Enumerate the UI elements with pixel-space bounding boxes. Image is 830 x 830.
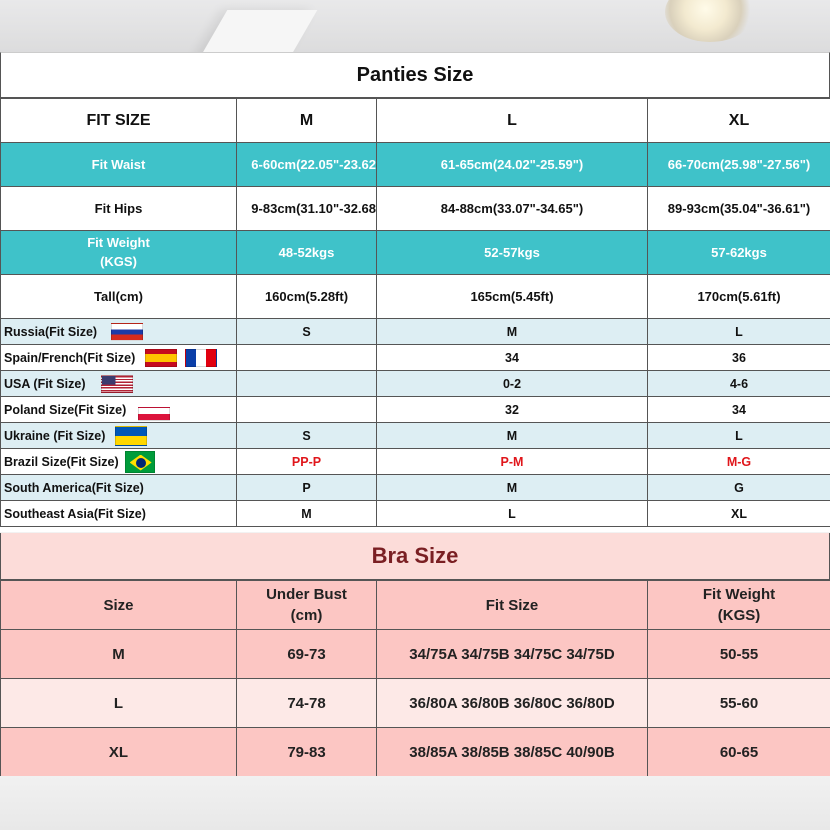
cell-xl: G xyxy=(648,475,830,501)
country-row-ukraine xyxy=(1,423,830,449)
cell-xl: L xyxy=(648,319,830,345)
header-size: Size xyxy=(1,581,237,630)
cell-l: M xyxy=(377,319,648,345)
cell-m xyxy=(237,397,377,423)
row-label: Fit Weight (KGS) xyxy=(1,231,237,275)
cell-m: 9-83cm(31.10"-32.68 xyxy=(237,187,377,231)
spain-flag-icon xyxy=(145,349,177,367)
under-bust-cell: 74-78 xyxy=(237,679,377,728)
fit-size-cell: 36/80A 36/80B 36/80C 36/80D xyxy=(377,679,648,728)
cell-l: 34 xyxy=(377,345,648,371)
country-label: Spain/French(Fit Size) xyxy=(4,350,136,365)
panties-table xyxy=(0,98,830,527)
cell-m: S xyxy=(237,319,377,345)
usa-flag-icon xyxy=(101,375,133,393)
cell-l: M xyxy=(377,423,648,449)
country-row-south-america xyxy=(1,475,830,501)
country-row-spain-france xyxy=(1,345,830,371)
header-xl: XL xyxy=(648,99,830,143)
country-row-southeast-asia xyxy=(1,501,830,527)
cell-xl: 36 xyxy=(648,345,830,371)
cell-l: M xyxy=(377,475,648,501)
cell-m xyxy=(237,371,377,397)
fit-hips-row xyxy=(1,187,830,231)
cell-m: P xyxy=(237,475,377,501)
cell-m xyxy=(237,345,377,371)
background-photo xyxy=(0,0,830,52)
cell-l: L xyxy=(377,501,648,527)
cell-l: 61-65cm(24.02"-25.59") xyxy=(377,143,648,187)
header-under-bust: Under Bust (cm) xyxy=(237,581,377,630)
country-label: Poland Size(Fit Size) xyxy=(4,402,127,417)
bra-row-l xyxy=(1,679,830,728)
under-bust-cell: 79-83 xyxy=(237,728,377,777)
cell-m: 48-52kgs xyxy=(237,231,377,275)
background-bottom xyxy=(0,776,830,830)
fit-weight-cell: 55-60 xyxy=(648,679,830,728)
background-box xyxy=(193,10,318,52)
cell-xl: 34 xyxy=(648,397,830,423)
country-row-russia xyxy=(1,319,830,345)
fit-weight-cell: 50-55 xyxy=(648,630,830,679)
country-label: Russia(Fit Size) xyxy=(4,324,98,339)
cell-xl: 89-93cm(35.04"-36.61") xyxy=(648,187,830,231)
fit-waist-row xyxy=(1,143,830,187)
size-cell: L xyxy=(1,679,237,728)
country-label: Ukraine (Fit Size) xyxy=(4,428,106,443)
ukraine-flag-icon xyxy=(115,426,147,446)
country-row-brazil xyxy=(1,449,830,475)
bra-title: Bra Size xyxy=(0,533,830,580)
bra-row-m xyxy=(1,630,830,679)
brazil-flag-icon xyxy=(125,451,155,473)
cell-l: 0-2 xyxy=(377,371,648,397)
cell-m: PP-P xyxy=(237,449,377,475)
country-label: Southeast Asia(Fit Size) xyxy=(1,501,237,527)
cell-xl: 170cm(5.61ft) xyxy=(648,275,830,319)
header-fit-size: Fit Size xyxy=(377,581,648,630)
country-row-usa xyxy=(1,371,830,397)
cell-m: 160cm(5.28ft) xyxy=(237,275,377,319)
size-cell: XL xyxy=(1,728,237,777)
row-label: Fit Waist xyxy=(1,143,237,187)
bra-row-xl xyxy=(1,728,830,777)
panties-title: Panties Size xyxy=(0,52,830,98)
cell-xl: 66-70cm(25.98"-27.56") xyxy=(648,143,830,187)
russia-flag-icon xyxy=(111,323,143,341)
row-label: Fit Hips xyxy=(1,187,237,231)
bra-header-row xyxy=(1,581,830,630)
country-label: Brazil Size(Fit Size) xyxy=(4,454,119,469)
cell-m: 6-60cm(22.05"-23.62 xyxy=(237,143,377,187)
cell-xl: L xyxy=(648,423,830,449)
fit-weight-row xyxy=(1,231,830,275)
header-l: L xyxy=(377,99,648,143)
tall-row xyxy=(1,275,830,319)
cell-xl: M-G xyxy=(648,449,830,475)
cell-l: 165cm(5.45ft) xyxy=(377,275,648,319)
cell-xl: 57-62kgs xyxy=(648,231,830,275)
poland-flag-icon xyxy=(138,407,170,421)
cell-l: 84-88cm(33.07"-34.65") xyxy=(377,187,648,231)
bra-size-chart xyxy=(0,533,830,776)
background-flower xyxy=(665,0,755,42)
panties-header-row xyxy=(1,99,830,143)
cell-xl: XL xyxy=(648,501,830,527)
fit-weight-cell: 60-65 xyxy=(648,728,830,777)
header-m: M xyxy=(237,99,377,143)
header-fit-weight: Fit Weight (KGS) xyxy=(648,581,830,630)
fit-size-cell: 34/75A 34/75B 34/75C 34/75D xyxy=(377,630,648,679)
country-row-poland xyxy=(1,397,830,423)
cell-l: 32 xyxy=(377,397,648,423)
country-label: South America(Fit Size) xyxy=(1,475,237,501)
cell-l: 52-57kgs xyxy=(377,231,648,275)
panties-size-chart xyxy=(0,52,830,532)
france-flag-icon xyxy=(185,349,217,367)
header-fit-size: FIT SIZE xyxy=(1,99,237,143)
size-cell: M xyxy=(1,630,237,679)
fit-size-cell: 38/85A 38/85B 38/85C 40/90B xyxy=(377,728,648,777)
under-bust-cell: 69-73 xyxy=(237,630,377,679)
row-label: Tall(cm) xyxy=(1,275,237,319)
cell-l: P-M xyxy=(377,449,648,475)
bra-table xyxy=(0,580,830,777)
country-label: USA (Fit Size) xyxy=(4,376,86,391)
cell-m: S xyxy=(237,423,377,449)
cell-xl: 4-6 xyxy=(648,371,830,397)
cell-m: M xyxy=(237,501,377,527)
